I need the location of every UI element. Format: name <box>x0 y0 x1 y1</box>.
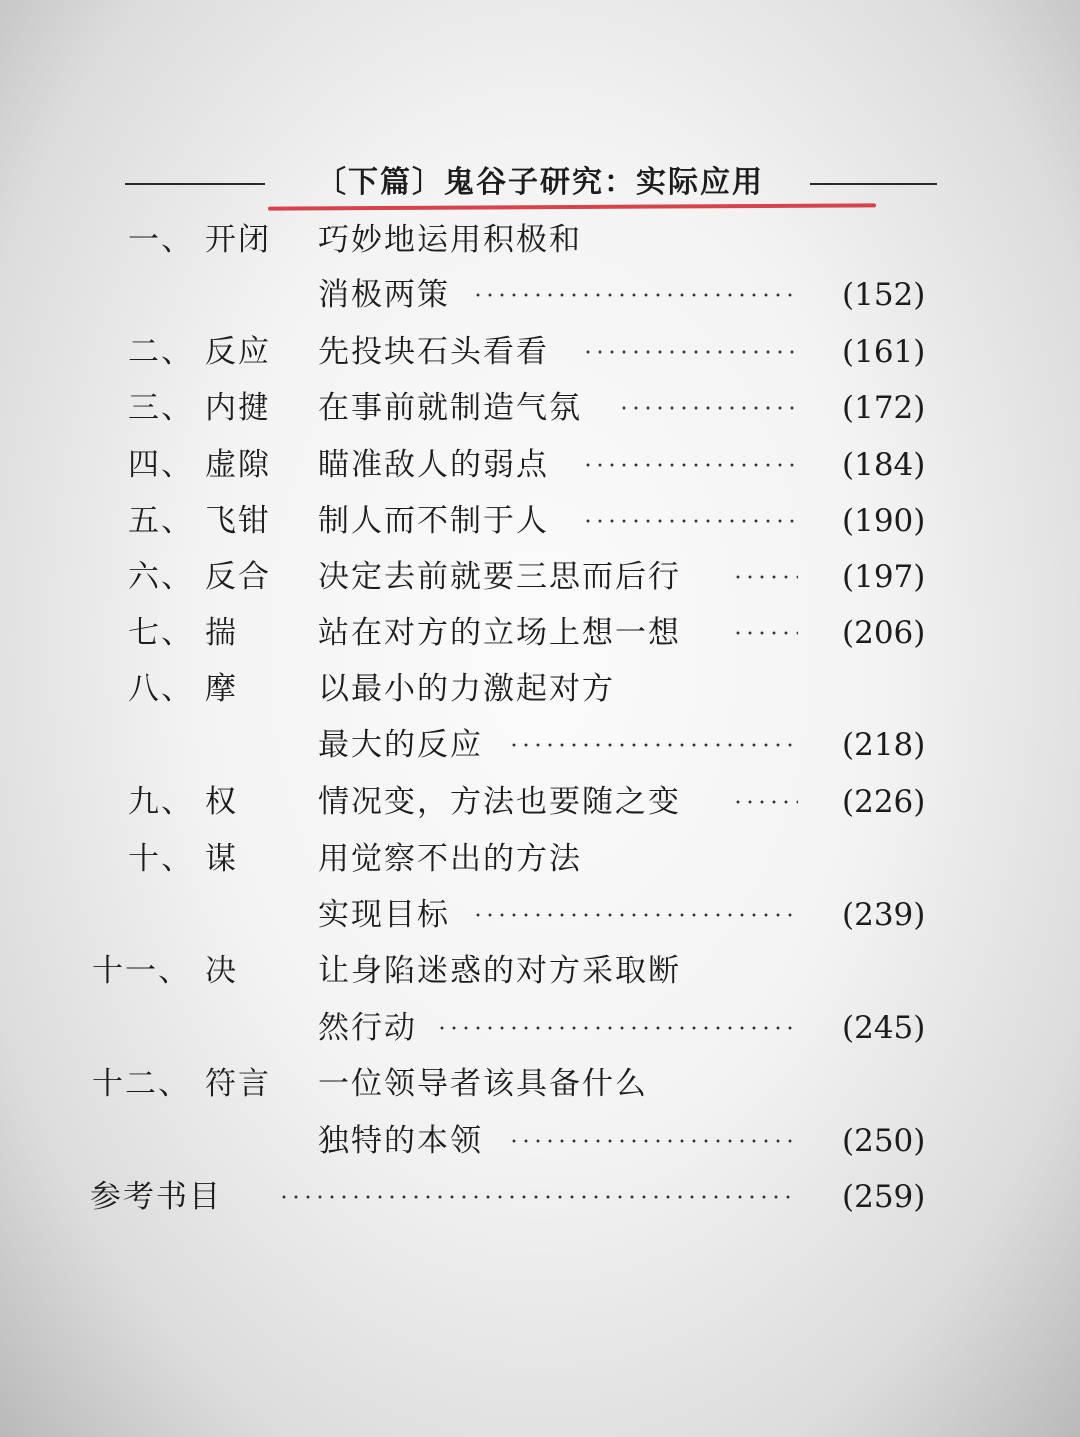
toc-entry-8-cont <box>0 720 1080 770</box>
page-number: (218) <box>842 727 926 763</box>
page-number: (190) <box>842 503 926 539</box>
entry-number: 六、 <box>128 559 194 595</box>
entry-number: 十、 <box>128 841 194 877</box>
dot-leader <box>436 1026 798 1030</box>
dot-leader <box>582 463 798 467</box>
entry-number: 四、 <box>128 447 194 483</box>
toc-entry-1-cont <box>0 270 1080 320</box>
entry-number: 九、 <box>128 784 194 820</box>
dot-leader <box>278 1195 798 1199</box>
section-title: 〔下篇〕鬼谷子研究：实际应用 <box>316 165 764 200</box>
toc-entry-8 <box>0 664 1080 714</box>
toc-entry-9 <box>0 777 1080 827</box>
entry-number: 十一、 <box>92 953 191 989</box>
toc-references <box>0 1172 1080 1222</box>
dot-leader <box>508 743 798 747</box>
toc-entry-10-cont <box>0 890 1080 940</box>
entry-number: 一、 <box>128 222 194 258</box>
dot-leader <box>472 293 798 297</box>
references-label: 参考书目 <box>90 1179 222 1215</box>
toc-entry-12-cont <box>0 1116 1080 1166</box>
entry-title-continued: 独特的本领 <box>318 1123 483 1159</box>
page-number: (172) <box>842 390 926 426</box>
dot-leader <box>732 631 798 635</box>
entry-title: 以最小的力激起对方 <box>318 671 615 707</box>
toc-entry-12 <box>0 1059 1080 1109</box>
toc-entry-11-cont <box>0 1003 1080 1053</box>
page-number: (226) <box>842 784 926 820</box>
entry-title: 让身陷迷惑的对方采取断 <box>318 953 681 989</box>
entry-title: 用觉察不出的方法 <box>318 841 582 877</box>
entry-number: 七、 <box>128 615 194 651</box>
toc-entry-11 <box>0 946 1080 996</box>
entry-title: 制人而不制于人 <box>318 503 549 539</box>
dot-leader <box>472 913 798 917</box>
dot-leader <box>582 350 798 354</box>
dot-leader <box>582 519 798 523</box>
entry-number: 五、 <box>128 503 194 539</box>
entry-name: 决 <box>205 953 238 989</box>
entry-title: 站在对方的立场上想一想 <box>318 615 681 651</box>
entry-name: 反合 <box>205 559 271 595</box>
entry-title-continued: 最大的反应 <box>318 727 483 763</box>
page-number: (245) <box>842 1010 926 1046</box>
page-number: (161) <box>842 334 926 370</box>
entry-title: 在事前就制造气氛 <box>318 390 582 426</box>
entry-title: 一位领导者该具备什么 <box>318 1066 648 1102</box>
page-number: (197) <box>842 559 926 595</box>
entry-title: 巧妙地运用积极和 <box>318 222 582 258</box>
page-number: (206) <box>842 615 926 651</box>
entry-name: 虚隙 <box>205 447 271 483</box>
entry-title-continued: 实现目标 <box>318 897 450 933</box>
entry-number: 八、 <box>128 671 194 707</box>
dot-leader <box>618 406 798 410</box>
entry-name: 开闭 <box>205 222 271 258</box>
entry-name: 摩 <box>205 671 238 707</box>
toc-entry-4 <box>0 440 1080 490</box>
entry-title: 决定去前就要三思而后行 <box>318 559 681 595</box>
page-number: (250) <box>842 1123 926 1159</box>
entry-number: 二、 <box>128 334 194 370</box>
entry-name: 权 <box>205 784 238 820</box>
entry-name: 符言 <box>205 1066 271 1102</box>
page-number: (152) <box>842 277 926 313</box>
entry-title-continued: 然行动 <box>318 1010 417 1046</box>
entry-title-continued: 消极两策 <box>318 277 450 313</box>
toc-entry-5 <box>0 496 1080 546</box>
dot-leader <box>732 800 798 804</box>
page-number: (259) <box>842 1179 926 1215</box>
toc-entry-3 <box>0 383 1080 433</box>
dot-leader <box>508 1139 798 1143</box>
entry-number: 十二、 <box>92 1066 191 1102</box>
toc-entry-6 <box>0 552 1080 602</box>
toc-entry-1 <box>0 215 1080 265</box>
page-number: (184) <box>842 447 926 483</box>
toc-entry-2 <box>0 327 1080 377</box>
entry-name: 飞钳 <box>205 503 271 539</box>
entry-name: 谋 <box>205 841 238 877</box>
page-number: (239) <box>842 897 926 933</box>
entry-title: 先投块石头看看 <box>318 334 549 370</box>
entry-name: 内揵 <box>205 390 271 426</box>
entry-title: 情况变，方法也要随之变 <box>318 784 681 820</box>
entry-title: 瞄准敌人的弱点 <box>318 447 549 483</box>
entry-name: 反应 <box>205 334 271 370</box>
toc-entry-7 <box>0 608 1080 658</box>
entry-number: 三、 <box>128 390 194 426</box>
dot-leader <box>732 575 798 579</box>
entry-name: 揣 <box>205 615 238 651</box>
toc-entry-10 <box>0 834 1080 884</box>
